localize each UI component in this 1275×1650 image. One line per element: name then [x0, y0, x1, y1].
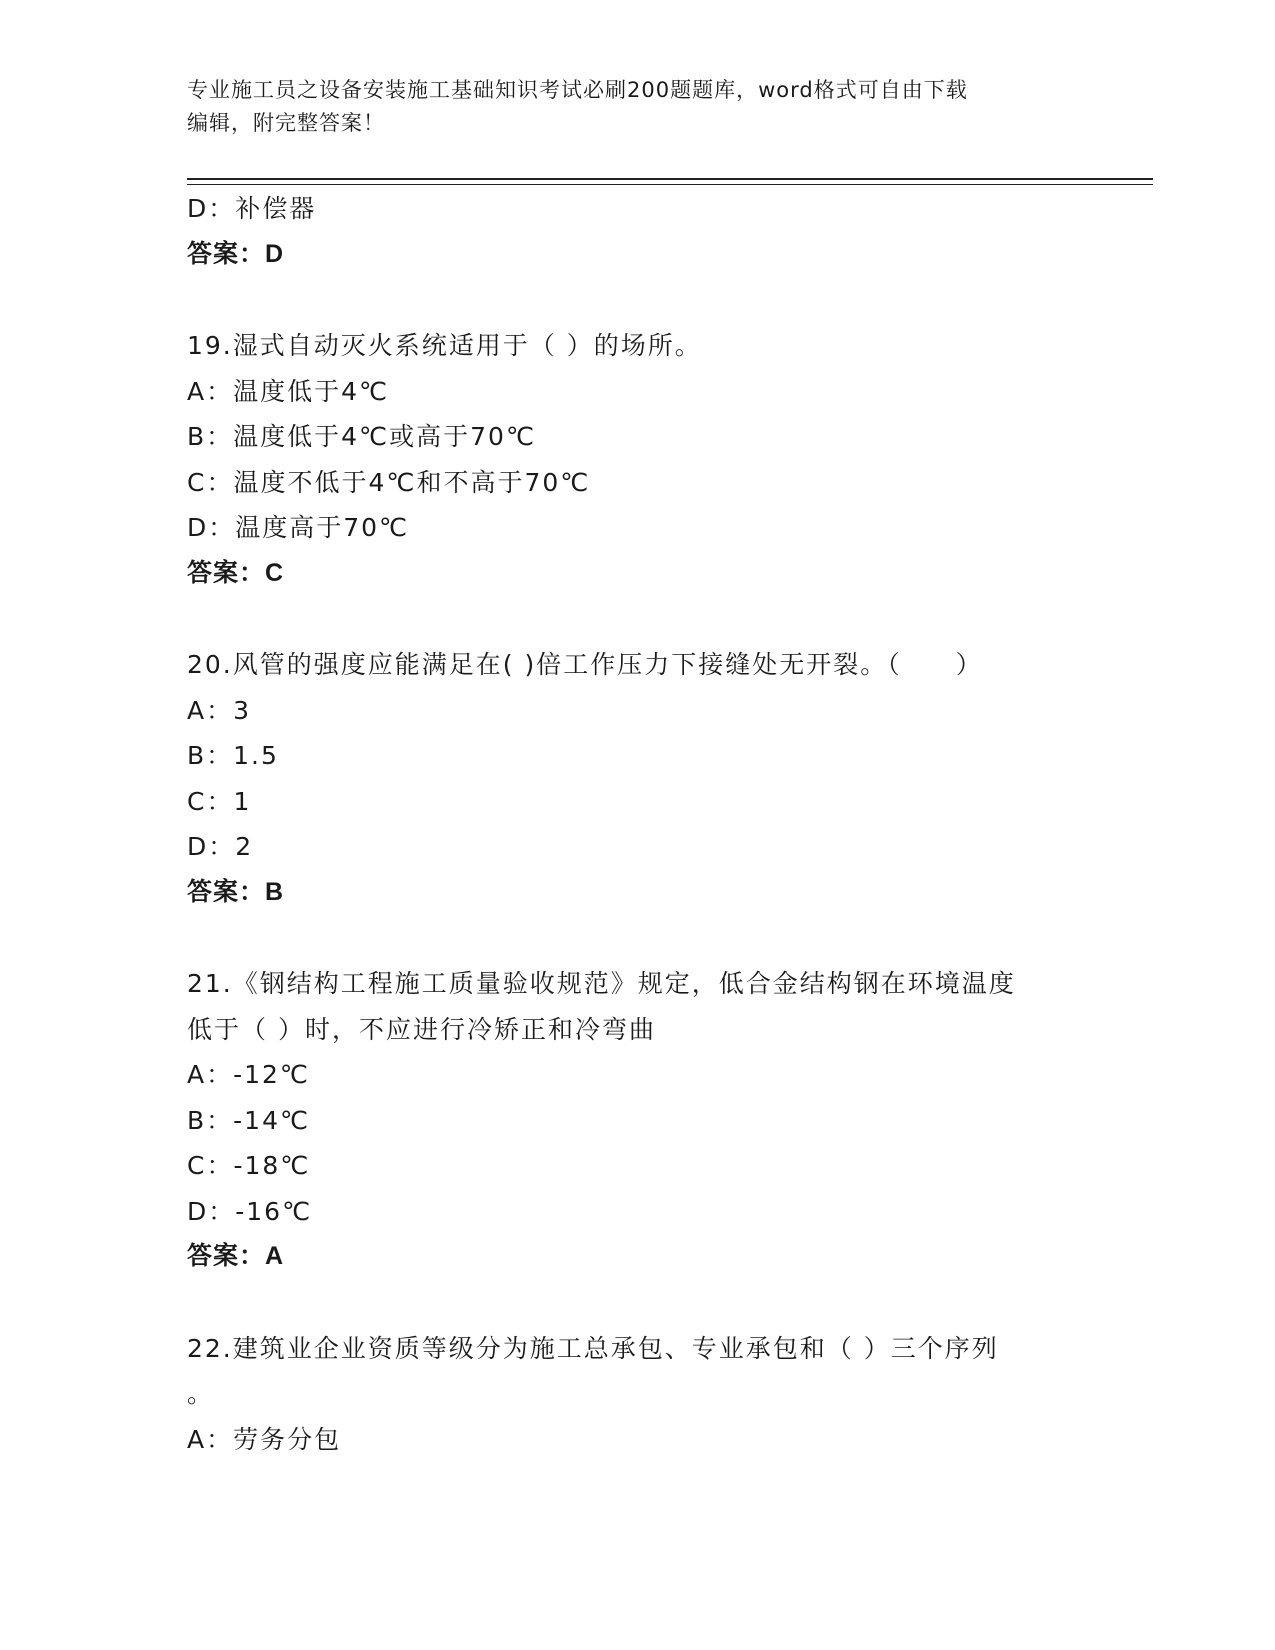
header-title-line-2: 编辑，附完整答案！	[187, 111, 385, 135]
answer-line: 答案：B	[187, 877, 285, 906]
option-c: C：温度不低于4℃和不高于70℃	[187, 467, 591, 497]
option-a: A：-12℃	[187, 1060, 311, 1089]
header-rule-thick	[187, 178, 1153, 180]
option-d: D：-16℃	[187, 1196, 313, 1226]
question-stem-line-2: 低于（ ）时，不应进行冷矫正和冷弯曲	[187, 1014, 656, 1044]
option-d: D：补偿器	[187, 194, 317, 223]
question-19	[187, 323, 1087, 596]
header-rule-thin	[187, 184, 1153, 185]
option-d: D：温度高于70℃	[187, 513, 410, 542]
document-header	[187, 74, 1087, 140]
option-b: B：温度低于4℃或高于70℃	[187, 422, 537, 451]
answer-line: 答案：C	[187, 558, 285, 587]
option-b: B：-14℃	[187, 1105, 311, 1135]
question-stem-line-1: 22.建筑业企业资质等级分为施工总承包、专业承包和（ ）三个序列	[187, 1333, 999, 1363]
question-spacer	[187, 1280, 1087, 1326]
question-stem: 19.湿式自动灭火系统适用于（ ）的场所。	[187, 331, 702, 360]
option-a: A：劳务分包	[187, 1424, 342, 1454]
option-a: A：温度低于4℃	[187, 376, 390, 406]
question-spacer	[187, 915, 1087, 961]
question-spacer	[187, 277, 1087, 323]
question-spacer	[187, 596, 1087, 642]
question-stem-line-1: 21.《钢结构工程施工质量验收规范》规定，低合金结构钢在环境温度	[187, 969, 1016, 998]
answer-line: 答案：A	[187, 1242, 285, 1270]
option-d: D：2	[187, 832, 254, 861]
option-b: B：1.5	[187, 741, 279, 770]
question-stem: 20.风管的强度应能满足在( )倍工作压力下接缝处无开裂。（ ）	[187, 650, 983, 679]
question-22	[187, 1326, 1087, 1463]
option-c: C：-18℃	[187, 1151, 311, 1180]
option-c: C：1	[187, 786, 252, 816]
option-a: A：3	[187, 695, 252, 725]
question-stem-line-2: 。	[187, 1379, 215, 1408]
question-list	[187, 186, 1087, 1462]
question-18-tail	[187, 186, 1087, 277]
answer-line: 答案：D	[187, 239, 285, 268]
question-21	[187, 961, 1087, 1280]
header-title-line-1: 专业施工员之设备安装施工基础知识考试必刷200题题库，word格式可自由下载	[187, 78, 968, 102]
question-20	[187, 642, 1087, 915]
